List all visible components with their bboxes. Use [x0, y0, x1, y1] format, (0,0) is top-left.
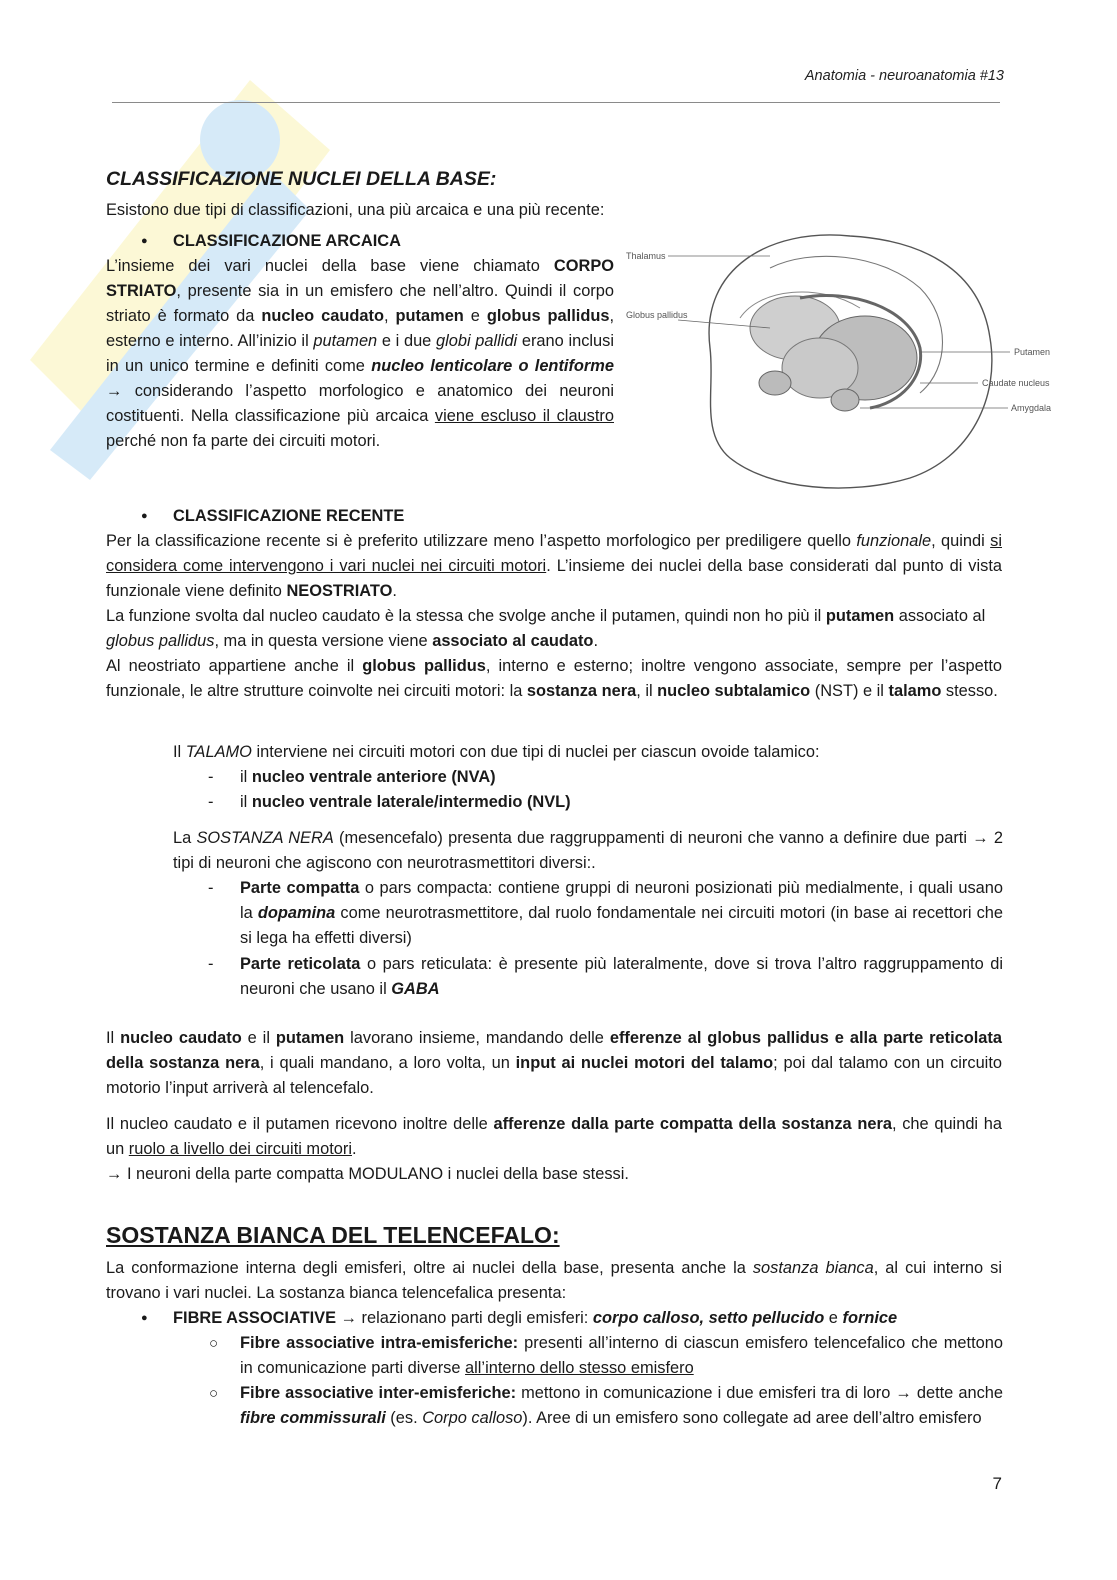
- paragraph-arcaica: L’insieme dei vari nuclei della base viene chiamato CORPO STRIATO, presente sia in un emisfero che nell’altro. Quindi il corpo striato è formato da nucleo caudato, putamen e globus pallidus, esterno e interno. All’inizio il putamen e i due globi pallidi erano inclusi in un unico termine e definiti come nucleo lenticolare o lentiforme → considerando l’aspetto morfologico e anatomico dei neuroni costituenti. Nella classificazione più arcaica viene escluso il claustro perché non fa parte dei circuiti motori.: [106, 257, 615, 450]
- section-title-classificazione: CLASSIFICAZIONE NUCLEI DELLA BASE:: [106, 168, 497, 190]
- list-item-nvl: - il nucleo ventrale laterale/intermedio (NVL): [240, 790, 571, 815]
- list-item-intra-emisferiche: ○ Fibre associative intra-emisferiche: presenti all’interno di ciascun emisfero telencefalico che mettono in comunicazione parti diverse all’interno dello stesso emisfero: [240, 1331, 1003, 1381]
- list-item-parte-compatta: - Parte compatta o pars compacta: contiene gruppi di neuroni posizionati più medialmente, i quali usano la dopamina come neurotrasmettitore, dal ruolo fondamentale nei circuiti motori (in base ai recettori che si lega ha effetti diversi): [240, 876, 1003, 951]
- label-globus-pallidus: Globus pallidus: [626, 310, 688, 320]
- list-item-parte-reticolata: - Parte reticolata o pars reticulata: è presente più lateralmente, dove si trova l’altro raggruppamento di neuroni che usano il GABA: [240, 952, 1003, 1002]
- section-title-sostanza-bianca: SOSTANZA BIANCA DEL TELENCEFALO:: [106, 1222, 560, 1248]
- paragraph-recente-2: La funzione svolta dal nucleo caudato è la stessa che svolge anche il putamen, quindi non ho più il putamen associato al globus pallidus, ma in questa versione viene associato al caudato.: [106, 607, 986, 650]
- heading-recente: ● CLASSIFICAZIONE RECENTE: [173, 504, 404, 529]
- label-thalamus: Thalamus: [626, 251, 666, 261]
- label-caudate: Caudate nucleus: [982, 378, 1050, 388]
- paragraph-modulano: → I neuroni della parte compatta MODULANO i nuclei della base stessi.: [106, 1165, 629, 1183]
- paragraph-efferenze: Il nucleo caudato e il putamen lavorano insieme, mandando delle efferenze al globus pallidus e alla parte reticolata della sostanza nera, i quali mandano, a loro volta, un input ai nuclei motori del talamo; poi dal talamo con un circuito motorio l’input arriverà al telencefalo.: [106, 1029, 1002, 1097]
- header-rule: [112, 102, 1000, 103]
- paragraph-afferenze: Il nucleo caudato e il putamen ricevono inoltre delle afferenze dalla parte compatta della sostanza nera, che quindi ha un ruolo a livello dei circuiti motori.: [106, 1115, 1002, 1158]
- label-amygdala: Amygdala: [1011, 403, 1052, 413]
- running-header: Anatomia - neuroanatomia #13: [804, 68, 1004, 84]
- paragraph-sostanza-bianca: La conformazione interna degli emisferi, oltre ai nuclei della base, presenta anche la sostanza bianca, al cui interno si trovano i vari nuclei. La sostanza bianca telencefalica presenta:: [106, 1259, 1002, 1302]
- page-number: 7: [992, 1474, 1002, 1493]
- list-item-fibre-associative: ● FIBRE ASSOCIATIVE → relazionano parti degli emisferi: corpo calloso, setto pellucido e fornice: [173, 1306, 897, 1331]
- list-item-inter-emisferiche: ○ Fibre associative inter-emisferiche: mettono in comunicazione i due emisferi tra di loro → dette anche fibre commissurali (es. Corpo calloso). Aree di un emisfero sono collegate ad aree dell’altro emisfero: [240, 1381, 1003, 1431]
- intro-paragraph: Esistono due tipi di classificazioni, una più arcaica e una più recente:: [106, 201, 605, 219]
- paragraph-recente-3: Al neostriato appartiene anche il globus pallidus, interno e esterno; inoltre vengono associate, sempre per l’aspetto funzionale, le altre strutture coinvolte nei circuiti motori: la sostanza nera, il nucleo subtalamico (NST) e il talamo stesso.: [106, 657, 1003, 700]
- paragraph-sostanza-nera: La SOSTANZA NERA (mesencefalo) presenta due raggruppamenti di neuroni che vanno a definire due parti → 2 tipi di neuroni che agiscono con neurotrasmettitori diversi:.: [173, 829, 1003, 872]
- paragraph-talamo: Il TALAMO interviene nei circuiti motori con due tipi di nuclei per ciascun ovoide talamico:: [173, 743, 820, 761]
- basal-ganglia-figure: [620, 228, 1060, 496]
- label-putamen: Putamen: [1014, 347, 1051, 357]
- list-item-nva: - il nucleo ventrale anteriore (NVA): [240, 765, 496, 790]
- paragraph-recente-1: Per la classificazione recente si è preferito utilizzare meno l’aspetto morfologico per prediligere quello funzionale, quindi si considera come intervengono i vari nuclei nei circuiti motori. L’insieme dei nuclei della base considerati dal punto di vista funzionale viene definito NEOSTRIATO.: [106, 532, 1002, 600]
- heading-arcaica: ● CLASSIFICAZIONE ARCAICA: [173, 229, 401, 254]
